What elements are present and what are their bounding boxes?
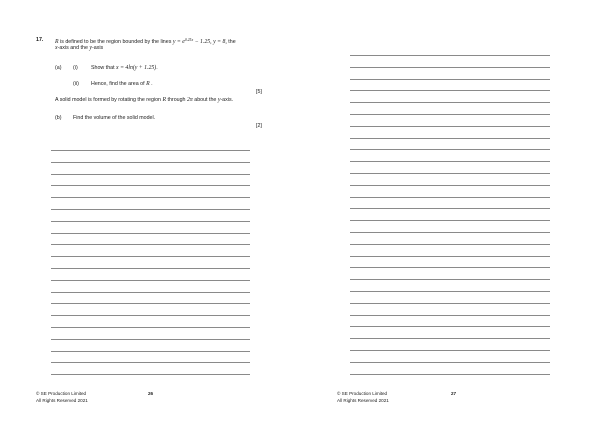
question-number: 17. [36, 37, 44, 43]
page-number: 27 [451, 391, 457, 396]
answer-line [350, 208, 550, 209]
answer-line [350, 256, 550, 257]
part-b-text: Find the volume of the solid model. [73, 115, 156, 121]
answer-line [51, 162, 250, 163]
answer-line [350, 90, 550, 91]
answer-line [51, 315, 250, 316]
intro-text-3: -axis and the [57, 45, 88, 51]
answer-line [350, 232, 550, 233]
page-number: 26 [148, 391, 154, 396]
answer-line [51, 280, 250, 281]
line-equation: y = 8, [213, 39, 227, 45]
y-variable: y [89, 45, 92, 51]
answer-line [51, 362, 250, 363]
marks-part-b: [2] [256, 123, 262, 129]
answer-line [350, 291, 550, 292]
answer-line [350, 362, 550, 363]
answer-line [350, 55, 550, 56]
answer-line [350, 114, 550, 115]
answer-line [350, 79, 550, 80]
answer-line [350, 67, 550, 68]
region-variable: R [55, 39, 59, 45]
answer-line [51, 174, 250, 175]
part-a-ii-text: Hence, find the area of R . [91, 81, 153, 87]
answer-line [350, 220, 550, 221]
part-a-label: (a) [55, 65, 62, 71]
part-b-label: (b) [55, 115, 62, 121]
answer-line [350, 102, 550, 103]
answer-line [51, 292, 250, 293]
answer-line [51, 339, 250, 340]
answer-line [350, 279, 550, 280]
answer-line [51, 185, 250, 186]
x-variable: x [55, 45, 58, 51]
solid-model-statement: A solid model is formed by rotating the region R through 2π about the y-axis. [55, 97, 234, 103]
answer-line [51, 351, 250, 352]
footer-copyright: © SE Production Limited [337, 391, 388, 396]
answer-line [350, 338, 550, 339]
answer-line [51, 374, 250, 375]
answer-line [51, 244, 250, 245]
answer-line [350, 267, 550, 268]
answer-line [350, 138, 550, 139]
log-equation: x = 4ln(y + 1.25) [116, 65, 157, 71]
answer-line [51, 327, 250, 328]
answer-line [350, 350, 550, 351]
curve-equation: $y = e^{0.25x} - 1.25$, [172, 38, 212, 45]
answer-line [350, 315, 550, 316]
answer-line [51, 221, 250, 222]
answer-line [350, 149, 550, 150]
answer-line [350, 173, 550, 174]
answer-line [51, 268, 250, 269]
answer-line [51, 197, 250, 198]
part-a-i-text: Show that x = 4ln(y + 1.25). [91, 65, 158, 71]
answer-line [350, 185, 550, 186]
footer-rights: All Rights Reserved 2021 [36, 398, 88, 403]
part-a-ii-label: (ii) [73, 81, 79, 87]
answer-line [350, 244, 550, 245]
answer-line [350, 197, 550, 198]
marks-part-a: [5] [256, 89, 262, 95]
answer-line [51, 233, 250, 234]
answer-line [51, 303, 250, 304]
answer-line [51, 209, 250, 210]
answer-line [350, 374, 550, 375]
footer-copyright: © SE Production Limited [36, 391, 87, 396]
answer-line [51, 150, 250, 151]
intro-text: is defined to be the region bounded by the lines [60, 39, 172, 45]
footer-rights: All Rights Reserved 2021 [337, 398, 389, 403]
page-27 [300, 0, 600, 424]
answer-line [350, 161, 550, 162]
answer-line [350, 126, 550, 127]
region-variable: R [146, 81, 150, 87]
part-a-i-label: (i) [73, 65, 78, 71]
intro-text-4: -axis [91, 45, 104, 51]
answer-line [350, 326, 550, 327]
question-intro-line-2 [55, 45, 103, 52]
answer-line [350, 303, 550, 304]
answer-line [51, 256, 250, 257]
intro-text-2: the [228, 39, 236, 45]
